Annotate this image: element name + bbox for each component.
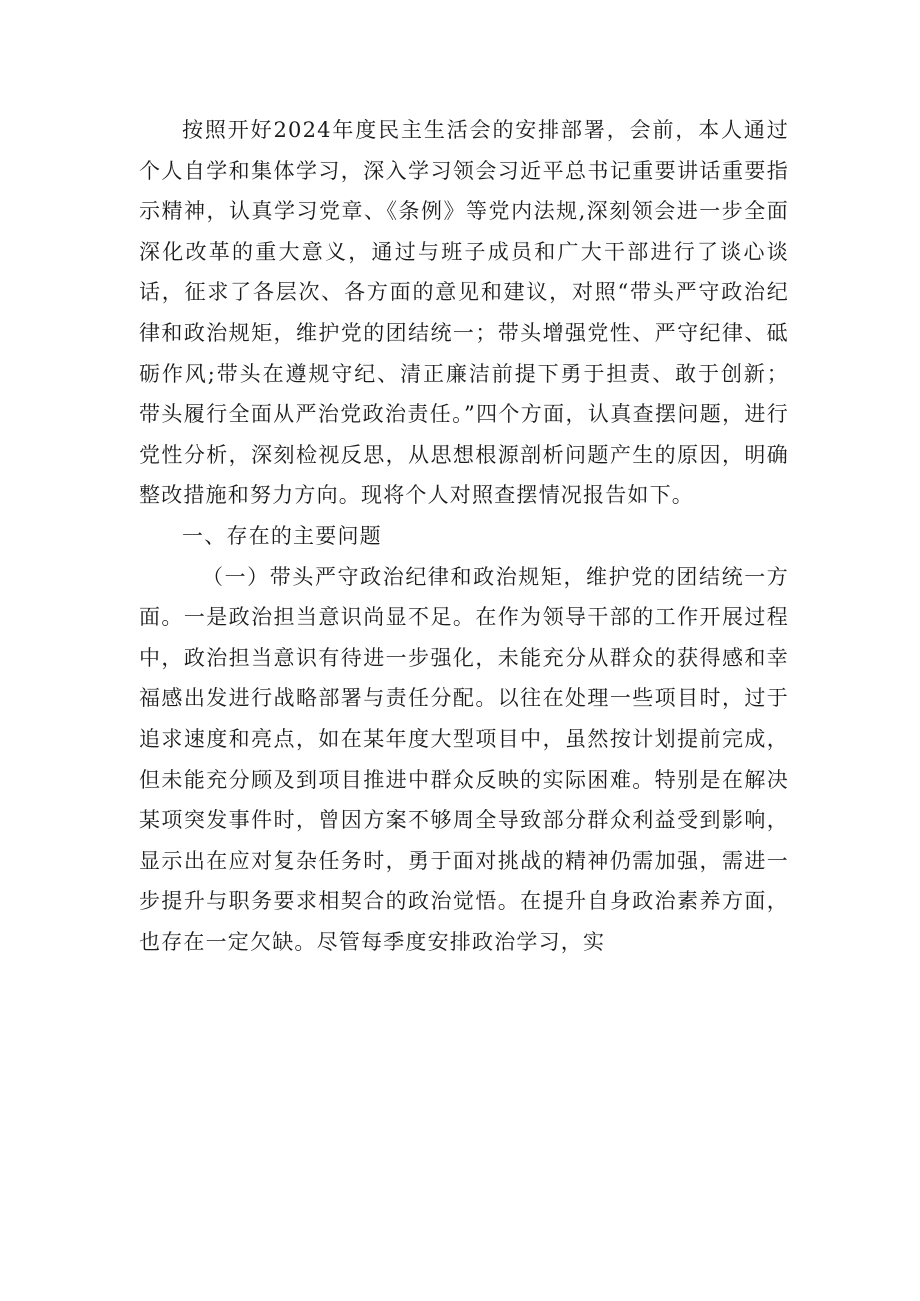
document-body [139,110,789,962]
subsection-paragraph: （一）带头严守政治纪律和政治规矩，维护党的团结统一方面。一是政治担当意识尚显不足。在作为领导干部的工作开展过程中，政治担当意识有待进一步强化，未能充分从群众的获得感和幸福感出发进行战略部署与责任分配。以往在处理一些项目时，过于追求速度和亮点，如在某年度大型项目中，虽然按计划提前完成，但未能充分顾及到项目推进中群众反映的实际困难。特别是在解决某项突发事件时，曾因方案不够周全导致部分群众利益受到影响，显示出在应对复杂任务时，勇于面对挑战的精神仍需加强，需进一步提升与职务要求相契合的政治觉悟。在提升自身政治素养方面，也存在一定欠缺。尽管每季度安排政治学习，实 [139,564,789,954]
section-heading: 一、存在的主要问题 [182,523,382,548]
intro-paragraph: 按照开好2024年度民主生活会的安排部署，会前，本人通过个人自学和集体学习，深入学习领会习近平总书记重要讲话重要指示精神，认真学习党章、《条例》等党内法规,深刻领会进一步全面深化改革的重大意义，通过与班子成员和广大干部进行了谈心谈话，征求了各层次、各方面的意见和建议，对照“带头严守政治纪律和政治规矩，维护党的团结统一；带头增强党性、严守纪律、砥砺作风;带头在遵规守纪、清正廉洁前提下勇于担责、敢于创新；带头履行全面从严治党政治责任。”四个方面，认真查摆问题，进行党性分析，深刻检视反思，从思想根源剖析问题产生的原因，明确整改措施和努力方向。现将个人对照查摆情况报告如下。 [139,118,789,508]
